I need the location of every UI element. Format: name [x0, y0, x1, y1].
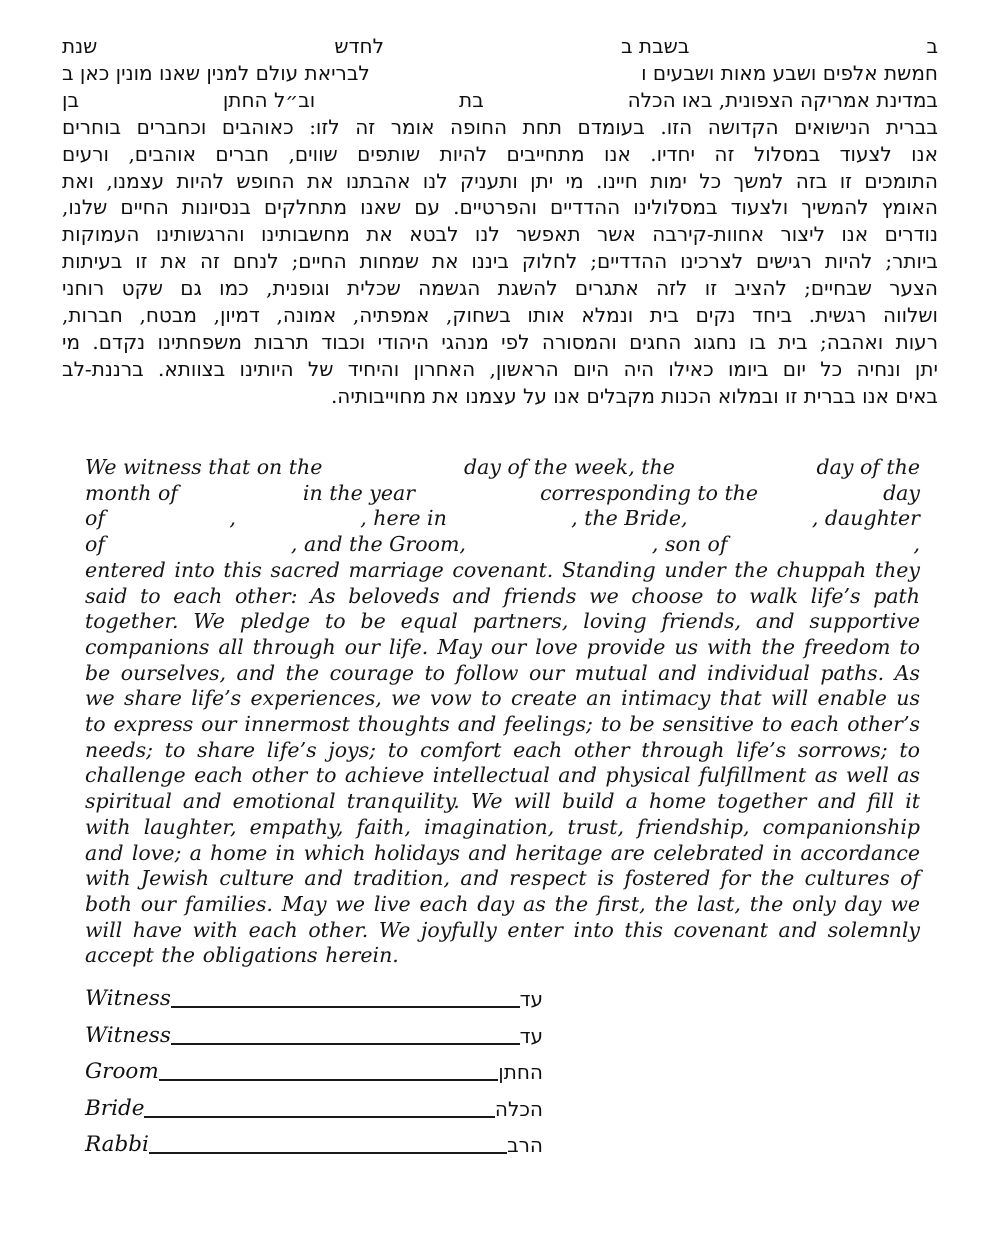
signature-label-english: Groom [85, 1059, 159, 1084]
signature-row-groom [85, 1057, 543, 1085]
english-fill-segment: of [85, 506, 105, 531]
hebrew-fill-segment: בשבת ב [621, 34, 690, 58]
signature-label-hebrew: הרב [507, 1133, 543, 1157]
hebrew-body-line: נודרים אנו ליצור אחוות-קירבה אשר תאפשר לנו לבטא את מחשבותינו והרגשותינו העמוקות [62, 222, 938, 247]
hebrew-fill-segment: חמשת אלפים ושבע מאות ושבעים ו [641, 60, 938, 85]
english-body-paragraph: entered into this sacred marriage covenant. Standing under the chuppah they said to each other: As beloveds and friends we choose to walk life’s path together. We pledge to be equal partners, loving friends, and supportive companions all through our life. May our love provide us with the freedom to be ourselves, and the courage to follow our mutual and individual paths. As we share life’s experiences, we vow to create an intimacy that will enable us to express our innermost thoughts and feelings; to be sensitive to each other’s needs; to share life’s joys; to comfort each other through life’s sorrows; to challenge each other to achieve intellectual and physical fulfillment as well as spiritual and emotional tranquility. We will build a home together and fill it with laughter, empathy, faith, imagination, trust, friendship, companionship and love; a home in which holidays and heritage are celebrated in accordance with Jewish culture and tradition, and respect is fostered for the cultures of both our families. May we live each day as the first, the last, the only day we will have with each other. We joyfully enter into this covenant and solemnly accept the obligations herein. [85, 557, 920, 968]
hebrew-fill-segment: ב [926, 34, 938, 58]
hebrew-fill-segment: במדינת אמריקה הצפונית, באו הכלה [627, 87, 938, 112]
english-fill-line-place-bride [85, 506, 920, 532]
signature-blank-line [159, 1079, 499, 1081]
english-fill-segment: , the Bride, [571, 506, 688, 531]
english-fill-segment: , here in [360, 506, 447, 531]
hebrew-fill-segment: בן [62, 87, 80, 112]
hebrew-body-line: ושלווה רגשית. ביחד נקים בית ונמלא אותו בשחוק, אמפתיה, אמונה, דמיון, מבטח, חברות, [62, 303, 938, 328]
signature-row-witness-1 [85, 984, 543, 1012]
english-fill-segment: day of the week, the [464, 455, 675, 479]
hebrew-fill-segment: בת [459, 87, 484, 112]
signature-label-english: Witness [85, 986, 171, 1011]
signature-label-english: Rabbi [85, 1132, 149, 1157]
hebrew-fill-line-names [62, 87, 938, 114]
signature-label-english: Witness [85, 1022, 171, 1048]
hebrew-body-line: האומץ להמשיך ולצעוד במסלולינו ההדדיים והפרטיים. עם שאנו מתחלקים בנסיונות החיים שלנו, [62, 195, 938, 220]
hebrew-body-line: הצער שבחיים; להציב זו לזה אתגרים להשגת הגשמה שכלית וגופנית, כמו גם שקט רוחני [62, 276, 938, 301]
signature-blank-line [144, 1116, 494, 1118]
english-fill-segment: , son of [651, 532, 728, 557]
hebrew-fill-line-date [62, 33, 938, 60]
signature-row-witness-2 [85, 1021, 543, 1049]
english-fill-line-date [85, 455, 920, 481]
english-fill-segment: in the year [302, 480, 416, 505]
hebrew-body-line: התומכים זו בזה למשך כל ימות חיינו. מי יתן ותעניק לנו אהבתנו את החופש להיות עצמנו, ואת [62, 168, 938, 193]
signature-label-english: Bride [85, 1095, 145, 1121]
english-fill-segment: corresponding to the [540, 480, 759, 505]
hebrew-fill-line-year [62, 60, 938, 87]
english-fill-line-groom [85, 532, 920, 558]
hebrew-body-line: אנו לצעוד במסלול זה יחדיו. אנו מתחייבים להיות שותפים שווים, חברים אוהבים, ורעים [62, 141, 938, 166]
english-fill-segment: of [85, 532, 105, 557]
hebrew-body-line: בברית הנישואים הקדושה הזו. בעומדם תחת החופה אומר זה לזו: כאוהבים וכחברים בוחרים [62, 114, 938, 139]
signature-blank-line [149, 1152, 507, 1154]
english-fill-line-month-year [85, 481, 920, 507]
hebrew-body-line: ביותר; להיות רגישים לצרכינו ההדדיים; לחלוק ביננו את שמחות החיים; לנחם זה את זו בעיתות [62, 249, 938, 274]
english-fill-segment: , daughter [811, 506, 920, 531]
signature-section [85, 984, 543, 1167]
english-fill-segment: month of [85, 480, 178, 505]
hebrew-fill-segment: שנת [62, 34, 98, 58]
hebrew-text-section [62, 33, 938, 410]
signature-label-hebrew: עד [519, 1023, 543, 1048]
english-fill-segment: , [229, 506, 236, 531]
signature-label-hebrew: עד [519, 987, 543, 1011]
english-fill-segment: , and the Groom, [290, 532, 466, 557]
signature-label-hebrew: החתן [498, 1060, 543, 1084]
signature-row-bride [85, 1094, 543, 1122]
english-fill-segment: We witness that on the [85, 455, 323, 479]
hebrew-body-line: רעות ואהבה; בית בו נחגוג החגים והמסורה לפי מנהגי היהודי וכבוד תרבות משפחתינו נקדם. מי [62, 329, 938, 354]
hebrew-fill-segment: וב״ל החתן [222, 87, 316, 112]
signature-blank-line [171, 1043, 520, 1045]
signature-row-rabbi [85, 1130, 543, 1158]
english-fill-segment: , [913, 532, 920, 557]
signature-blank-line [171, 1006, 520, 1008]
signature-label-hebrew: הכלה [494, 1096, 543, 1121]
hebrew-body-line: יתן ונחיה כל יום ביומו כאילו היה היום הראשון, האחרון והיחיד של היותינו בצוותא. ברננת-לב [62, 356, 938, 381]
english-fill-segment: day of the [816, 455, 920, 479]
english-text-section [85, 455, 920, 969]
hebrew-fill-segment: לבריאת עולם למנין שאנו מונין כאן ב [62, 60, 370, 85]
hebrew-fill-segment: לחדש [334, 34, 384, 58]
english-fill-segment: day [883, 480, 920, 505]
hebrew-closing-line: באים אנו בברית זו ובמלוא הכנות מקבלים אנו על עצמנו את מחוייבותיה. [330, 383, 938, 408]
